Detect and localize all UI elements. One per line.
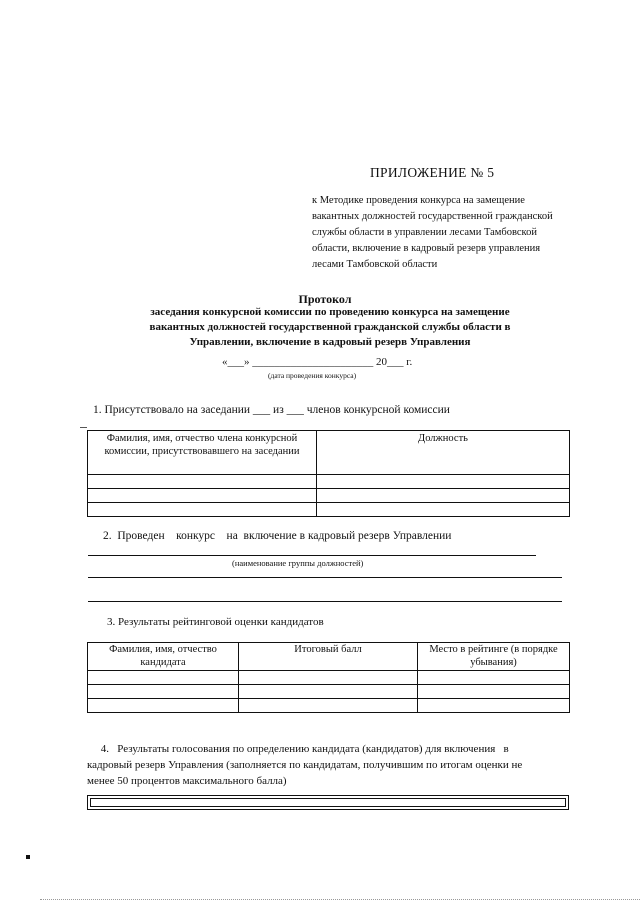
appendix-title: ПРИЛОЖЕНИЕ № 5: [370, 165, 495, 180]
table-cell[interactable]: [88, 685, 239, 699]
scan-mark: [80, 427, 87, 428]
table-cell[interactable]: [418, 685, 570, 699]
table-cell[interactable]: [88, 475, 317, 489]
protocol-subtitle: [80, 305, 580, 350]
methodology-line: службы области в управлении лесами Тамбовской: [312, 227, 537, 238]
section-2-contest: 2. Проведен конкурс на включение в кадровый резерв Управлении: [103, 530, 452, 542]
position-group-caption: (наименование группы должностей): [232, 558, 364, 568]
contest-date-field[interactable]: «___» ______________________ 20___ г.: [222, 356, 413, 368]
methodology-line: к Методике проведения конкурса на замещение: [312, 195, 525, 206]
table-cell[interactable]: [418, 671, 570, 685]
table-cell[interactable]: [239, 699, 418, 713]
section-3-rating: 3. Результаты рейтинговой оценки кандидатов: [107, 616, 324, 628]
fill-in-line[interactable]: [88, 577, 562, 578]
scan-artifact-dot: [26, 855, 30, 859]
contest-date-caption: (дата проведения конкурса): [268, 371, 357, 380]
table-row: [88, 475, 570, 489]
table-cell[interactable]: [317, 489, 570, 503]
table-cell[interactable]: [317, 503, 570, 517]
table-cell[interactable]: [88, 503, 317, 517]
table-row: [88, 699, 570, 713]
methodology-line: области, включение в кадровый резерв управления: [312, 243, 541, 254]
voting-results-box[interactable]: [87, 795, 569, 810]
table-cell[interactable]: [239, 671, 418, 685]
table-cell[interactable]: [418, 699, 570, 713]
section-4-line: менее 50 процентов максимального балла): [87, 775, 287, 787]
table-row: [88, 685, 570, 699]
protocol-title: Протокол: [298, 292, 352, 306]
table-header-row: [88, 643, 570, 671]
table-cell[interactable]: [88, 489, 317, 503]
section-4-line: 4. Результаты голосования по определению кандидата (кандидатов) для включения в: [87, 743, 509, 755]
column-header-candidate-name: Фамилия, имя, отчество кандидата: [88, 643, 239, 671]
scan-artifact-edge: [40, 899, 640, 900]
table-row: [88, 489, 570, 503]
protocol-subtitle-line: Управлении, включение в кадровый резерв Управления: [189, 336, 471, 348]
table-cell[interactable]: [88, 699, 239, 713]
section-4-line: кадровый резерв Управления (заполняется по кандидатам, получившим по итогам оценки не: [87, 759, 523, 771]
position-group-line[interactable]: [88, 555, 536, 556]
methodology-reference: [312, 193, 582, 273]
column-header-total-score: Итоговый балл: [239, 643, 418, 671]
protocol-subtitle-line: вакантных должностей государственной гражданской службы области в: [149, 321, 511, 333]
column-header-member-name: Фамилия, имя, отчество члена конкурсной комиссии, присутствовавшего на заседании: [88, 431, 317, 475]
methodology-line: вакантных должностей государственной гражданской: [312, 211, 553, 222]
table-header-row: [88, 431, 570, 475]
commission-members-table: [87, 430, 570, 517]
column-header-rating-place: Место в рейтинге (в порядке убывания): [418, 643, 570, 671]
fill-in-line[interactable]: [88, 601, 562, 602]
methodology-line: лесами Тамбовской области: [312, 259, 438, 270]
voting-results-inner-border: [90, 798, 566, 807]
table-cell[interactable]: [88, 671, 239, 685]
table-cell[interactable]: [239, 685, 418, 699]
column-header-position: Должность: [317, 431, 570, 475]
table-cell[interactable]: [317, 475, 570, 489]
protocol-subtitle-line: заседания конкурсной комиссии по проведению конкурса на замещение: [150, 306, 510, 318]
section-4-voting: [87, 741, 592, 789]
table-row: [88, 503, 570, 517]
table-row: [88, 671, 570, 685]
section-1-attendance: 1. Присутствовало на заседании ___ из ___ членов конкурсной комиссии: [93, 404, 450, 416]
candidate-rating-table: [87, 642, 570, 713]
